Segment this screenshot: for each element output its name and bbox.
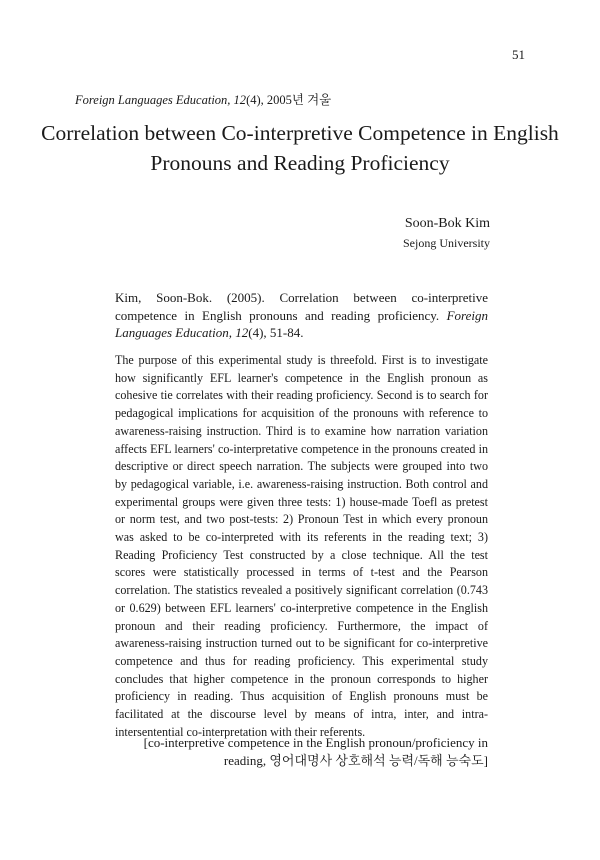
citation-pages: (4), 51-84.: [248, 325, 304, 340]
author-block: [403, 214, 490, 252]
journal-name: Foreign Languages Education, 12: [75, 93, 247, 107]
citation-text: Kim, Soon-Bok. (2005). Correlation between co-interpretive competence in English pronouns and reading proficiency.: [115, 290, 488, 323]
author-name: Soon-Bok Kim: [404, 216, 490, 231]
citation-journal: Foreign Languages Education, 12: [115, 307, 488, 340]
abstract: The purpose of this experimental study is threefold. First is to investigate how significantly EFL learner's competence in the English pronoun as cohesive tie correlates with their reading proficiency. Second is to search for pedagogical implications for acquisition of the pronouns with reference to awareness-raising instruction. Third is to examine how narration variation affects EFL learners' co-interpretative competence in the pronouns created in descriptive or direct speech narration. The subjects were grouped into two by pedagogical variable, i.e. awareness-raising instruction. Both control and experimental groups were given three tests: 1) house-made Toefl as pretest or norm test, and two post-tests: 2) Pronoun Test in which every pronoun was asked to be co-interpreted with its referents in the reading text; 3) Reading Proficiency Test constructed by a close technique. All the test scores were statistically processed in terms of t-test and the Pearson correlation. The statistics revealed a positively significant correlation (0.743 or 0.629) between EFL learners' co-interpretive competence in the English pronoun and their reading proficiency. Furthermore, the impact of awareness-raising instruction turned out to be significant for co-interpretive competence and thus for reading proficiency. This experimental study concludes that higher competence in the pronoun corresponds to higher proficiency in reading. Thus acquisition of English pronouns must be facilitated at the discourse level by means of intra, inter, and intra-intersentential co-interpretation with their referents.: [115, 353, 488, 739]
citation: [115, 289, 488, 342]
paper-title: Correlation between Co-interpretive Competence in English Pronouns and Reading Proficiency: [41, 121, 559, 175]
author-affiliation: Sejong University: [403, 236, 490, 250]
keywords: [co-interpretive competence in the English pronoun/proficiency in reading, 영어대명사 상호해석 능력/독해 능숙도]: [143, 735, 488, 768]
journal-issue: (4), 2005년 겨울: [246, 93, 332, 107]
page-number: 51: [512, 47, 525, 62]
journal-header: [75, 90, 331, 108]
